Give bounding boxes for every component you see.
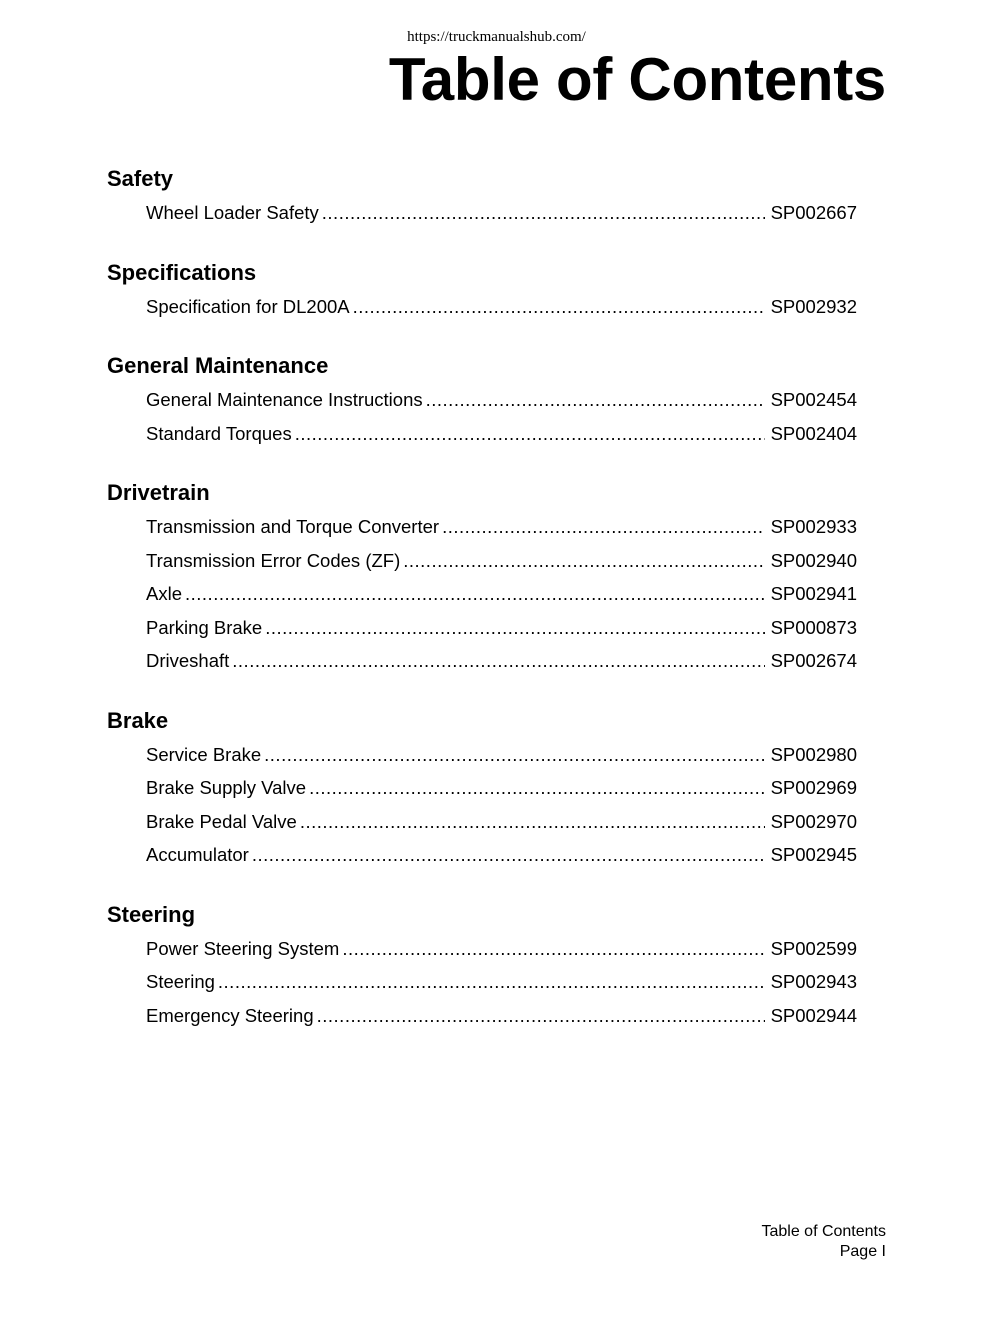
entry-title: Axle [146,583,182,604]
source-url[interactable]: https://truckmanualshub.com/ [407,29,586,45]
entry-code: SP002674 [770,650,857,671]
entry-code: SP002941 [770,583,857,604]
toc-entry[interactable] [146,644,857,678]
section-heading: Steering [107,901,196,927]
entry-title: Transmission and Torque Converter [146,516,440,537]
entry-code: SP002980 [770,743,857,765]
toc-entry[interactable] [146,965,857,999]
entry-code: SP002667 [770,202,857,223]
dot-leader [264,738,764,772]
section-heading: Specifications [107,259,257,285]
entry-code: SP002945 [770,844,857,865]
dot-leader [185,577,765,611]
toc-entry[interactable] [146,932,857,966]
dot-leader [232,644,764,678]
dot-leader [353,290,765,324]
dot-leader [309,771,765,805]
dot-leader [317,999,765,1033]
dot-leader [322,196,765,230]
entry-title: Accumulator [146,844,249,865]
dot-leader [295,417,765,451]
entry-code: SP002454 [770,389,857,410]
toc-entry[interactable] [146,383,857,417]
entry-code: SP002970 [770,810,857,832]
dot-leader [300,805,765,839]
toc-entry[interactable] [146,417,857,451]
dot-leader [342,932,764,966]
entry-code: SP002944 [770,1004,857,1026]
toc-entry[interactable] [146,771,857,805]
dot-leader [218,965,765,999]
entry-title: Brake Pedal Valve [146,810,297,832]
section-heading: Brake [107,707,169,733]
entry-code: SP002969 [770,777,857,798]
entry-code: SP002932 [770,295,857,317]
section-heading: General Maintenance [107,353,329,378]
entry-code: SP002599 [770,937,857,959]
entry-code: SP002943 [770,971,857,992]
entry-code: SP002940 [770,549,857,571]
dot-leader [442,510,765,544]
toc-entry[interactable] [146,838,857,872]
toc-entry[interactable] [146,510,857,544]
entry-title: General Maintenance Instructions [146,389,423,410]
toc-entry[interactable] [146,738,857,772]
dot-leader [426,383,765,417]
entry-title: Steering [146,971,215,992]
entry-title: Standard Torques [146,422,292,444]
section-heading: Safety [107,166,174,191]
entry-code: SP002933 [770,516,857,537]
toc-entry[interactable] [146,290,857,324]
toc-section-steering [107,898,857,1033]
footer-document-title: Table of Contents [761,1223,886,1240]
entry-title: Power Steering System [146,937,340,959]
dot-leader [265,611,764,645]
entry-title: Parking Brake [146,616,263,638]
toc-entry[interactable] [146,544,857,578]
dot-leader [403,544,764,578]
entry-title: Brake Supply Valve [146,777,307,798]
table-of-contents [107,162,857,1058]
toc-entry[interactable] [146,805,857,839]
toc-section-brake [107,704,857,872]
toc-section-safety [107,162,857,230]
footer-page-number: Page I [839,1243,886,1260]
entry-title: Emergency Steering [146,1004,314,1026]
entry-title: Driveshaft [146,650,230,671]
toc-section-specifications [107,256,857,324]
entry-code: SP002404 [770,422,857,444]
page-footer [761,1222,886,1262]
entry-title: Service Brake [146,743,262,765]
toc-entry[interactable] [146,196,857,230]
section-heading: Drivetrain [107,480,210,505]
entry-code: SP000873 [770,616,857,638]
toc-entry[interactable] [146,577,857,611]
toc-section-general-maintenance [107,349,857,450]
dot-leader [252,838,765,872]
toc-section-drivetrain [107,476,857,678]
entry-title: Transmission Error Codes (ZF) [146,549,401,571]
entry-title: Wheel Loader Safety [146,202,319,223]
entry-title: Specification for DL200A [146,295,350,317]
page-title: Table of Contents [388,46,886,113]
toc-entry[interactable] [146,999,857,1033]
toc-entry[interactable] [146,611,857,645]
